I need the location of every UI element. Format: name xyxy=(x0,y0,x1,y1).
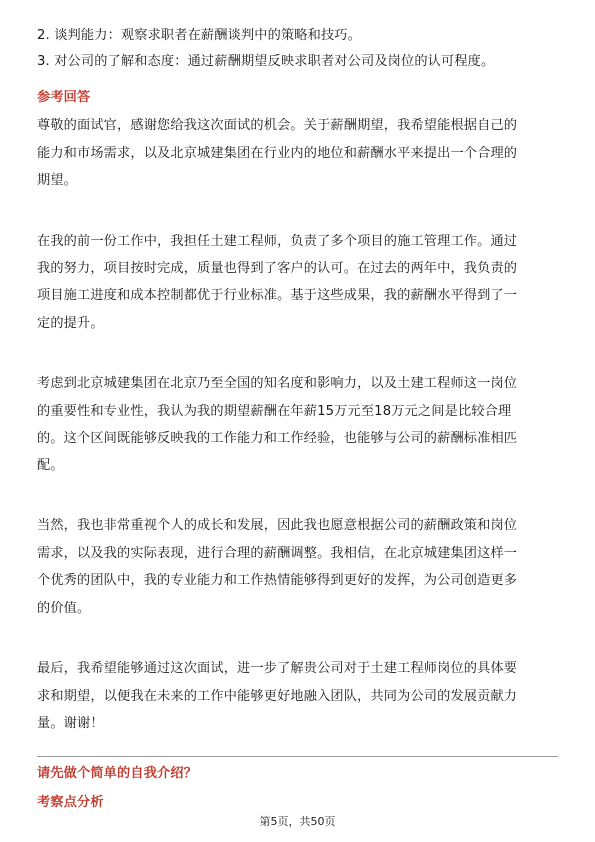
list-item-company-attitude: 3. 对公司的了解和态度：通过薪酬期望反映求职者对公司及岗位的认可程度。 xyxy=(37,54,495,69)
paragraph-line: 的价值。 xyxy=(37,601,91,616)
paragraph-line: 个优秀的团队中，我的专业能力和工作热情能够得到更好的发挥，为公司创造更多 xyxy=(37,573,518,588)
paragraph-line: 能力和市场需求，以及北京城建集团在行业内的地位和薪酬水平来提出一个合理的 xyxy=(37,146,518,161)
paragraph-line: 尊敬的面试官，感谢您给我这次面试的机会。关于薪酬期望，我希望能根据自己的 xyxy=(37,118,518,133)
paragraph-line: 的。这个区间既能够反映我的工作能力和工作经验，也能够与公司的薪酬标准相匹 xyxy=(37,431,518,446)
paragraph-line: 当然，我也非常重视个人的成长和发展，因此我也愿意根据公司的薪酬政策和岗位 xyxy=(37,518,518,533)
paragraph-line: 配。 xyxy=(37,458,64,473)
next-question-heading: 请先做个简单的自我介绍？ xyxy=(37,766,198,781)
paragraph-line: 量。谢谢！ xyxy=(37,716,104,731)
answer-heading: 参考回答 xyxy=(37,90,91,105)
list-item-negotiation: 2. 谈判能力：观察求职者在薪酬谈判中的策略和技巧。 xyxy=(37,28,361,43)
paragraph-line: 在我的前一份工作中，我担任土建工程师，负责了多个项目的施工管理工作。通过 xyxy=(37,234,518,249)
paragraph-line: 我的努力，项目按时完成，质量也得到了客户的认可。在过去的两年中，我负责的 xyxy=(37,261,518,276)
paragraph-line: 的重要性和专业性，我认为我的期望薪酬在年薪15万元至18万元之间是比较合理 xyxy=(37,404,512,419)
paragraph-line: 需求，以及我的实际表现，进行合理的薪酬调整。我相信，在北京城建集团这样一 xyxy=(37,546,518,561)
next-section-heading: 考察点分析 xyxy=(37,795,104,810)
paragraph-line: 考虑到北京城建集团在北京乃至全国的知名度和影响力，以及土建工程师这一岗位 xyxy=(37,376,518,391)
paragraph-line: 定的提升。 xyxy=(37,316,104,331)
section-divider xyxy=(37,756,558,757)
paragraph-line: 最后，我希望能够通过这次面试，进一步了解贵公司对于土建工程师岗位的具体要 xyxy=(37,661,518,676)
paragraph-line: 求和期望，以便我在未来的工作中能够更好地融入团队，共同为公司的发展贡献力 xyxy=(37,689,518,704)
paragraph-line: 项目施工进度和成本控制都优于行业标准。基于这些成果，我的薪酬水平得到了一 xyxy=(37,288,518,303)
paragraph-line: 期望。 xyxy=(37,173,78,188)
page-number-footer: 第5页，共50页 xyxy=(259,815,336,828)
